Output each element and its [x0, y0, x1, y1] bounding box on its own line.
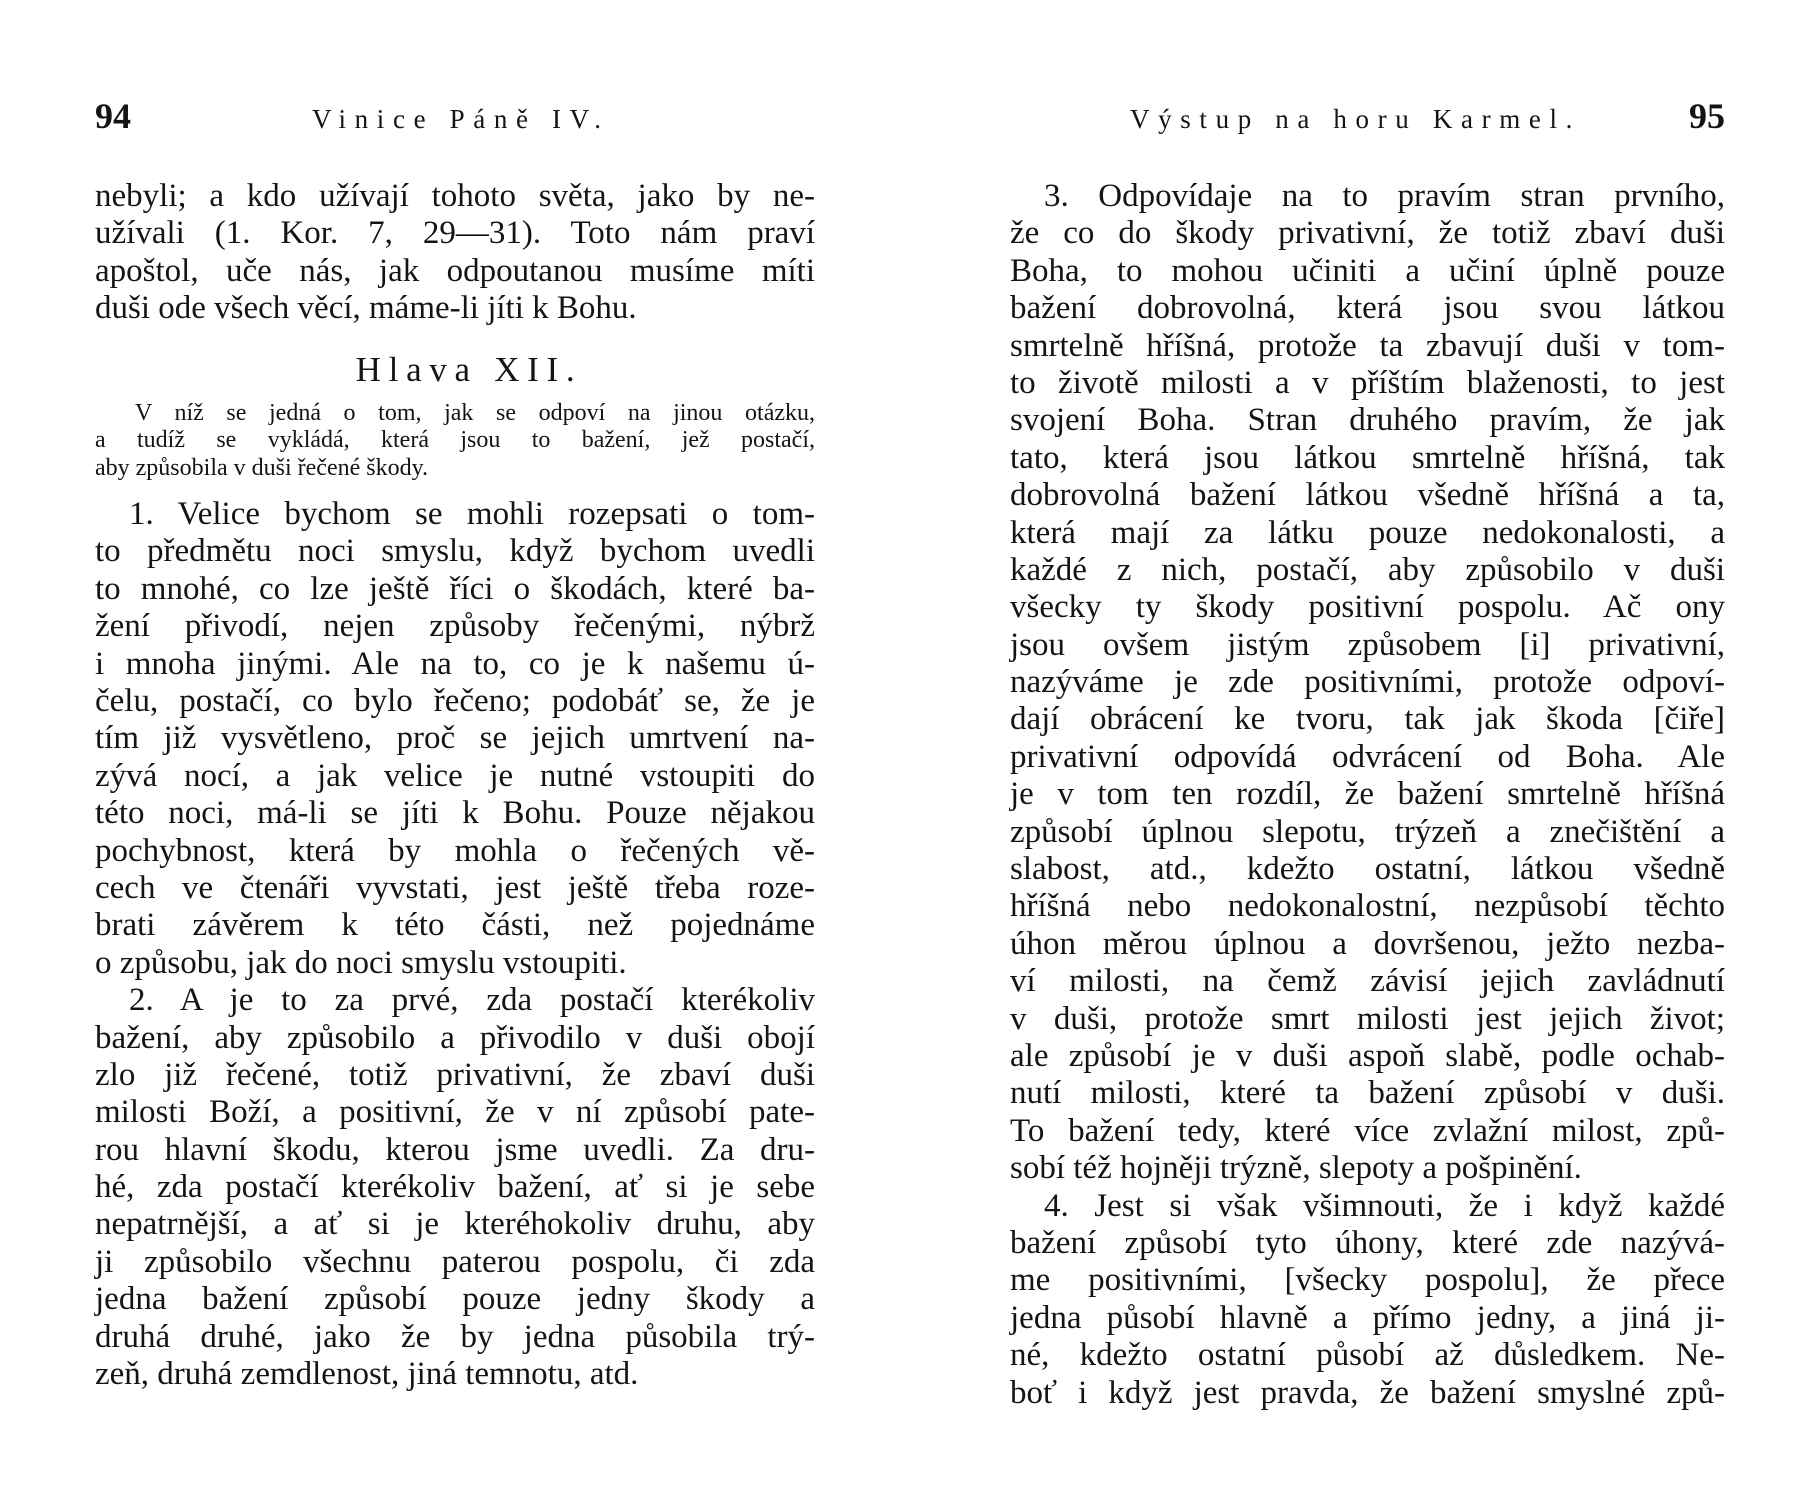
text-line: milosti Boží, a positivní, že v ní způsobí pate- — [95, 1094, 815, 1131]
text-line: sobí též hojněji trýzně, slepoty a pošpinění. — [1010, 1150, 1582, 1187]
text-line: bažení dobrovolná, která jsou svou látkou — [1010, 290, 1725, 327]
text-line: ale způsobí je v duši aspoň slabě, podle ochab- — [1010, 1037, 1725, 1074]
text-line: dobrovolná bažení látkou všedně hříšná a ta, — [1010, 477, 1725, 514]
text-line: bažení způsobí tyto úhony, které zde nazývá- — [1010, 1224, 1725, 1261]
text-line: rou hlavní škodu, kterou jsme uvedli. Za dru- — [95, 1131, 815, 1168]
text-line: užívali (1. Kor. 7, 29—31). Toto nám praví — [95, 215, 815, 252]
text-line: To bažení tedy, které více zvlažní milost, způ- — [1010, 1112, 1725, 1149]
text-line: nazýváme je zde positivními, protože odpoví- — [1010, 664, 1725, 701]
text-line: me positivními, [všecky pospolu], že přece — [1010, 1262, 1725, 1299]
text-line: každé z nich, postačí, aby způsobilo v duši — [1010, 551, 1725, 588]
text-line: nebyli; a kdo užívají tohoto světa, jako by ne- — [95, 178, 815, 214]
text-line: hříšná nebo nedokonalostní, nezpůsobí těchto — [1010, 888, 1725, 925]
text-line: to mnohé, co lze ještě říci o škodách, které ba- — [95, 570, 815, 607]
text-line: bažení, aby způsobilo a přivodilo v duši obojí — [95, 1019, 815, 1056]
text-line: 2. A je to za prvé, zda postačí kterékoliv — [129, 982, 815, 1019]
text-line: o způsobu, jak do noci smyslu vstoupiti. — [95, 944, 627, 981]
text-line: způsobí úplnou slepotu, trýzeň a znečištění a — [1010, 813, 1725, 850]
text-line: boť i když jest pravda, že bažení smyslné způ- — [1010, 1374, 1725, 1411]
text-line: této noci, má-li se jíti k Bohu. Pouze nějakou — [95, 795, 815, 832]
text-line: nutí milosti, které ta bažení způsobí v duši. — [1010, 1075, 1725, 1112]
text-line: tím již vysvětleno, proč se jejich umrtvení na- — [95, 720, 815, 757]
running-head-right — [1010, 96, 1725, 156]
text-line: a tudíž se vykládá, která jsou to bažení, jež postačí, — [95, 427, 815, 454]
page-number: 95 — [1689, 96, 1725, 136]
text-line: ví milosti, na čemž závisí jejich zavládnutí — [1010, 963, 1725, 1000]
opening-paragraph — [95, 178, 815, 328]
paragraph-1 — [95, 496, 815, 982]
text-line: ji způsobilo všechnu paterou pospolu, či zda — [95, 1243, 815, 1280]
text-line: žení přivodí, nejen způsoby řečenými, nýbrž — [95, 608, 815, 645]
text-line: apoštol, uče nás, jak odpoutanou musíme míti — [95, 252, 815, 289]
text-line: která mají za látku pouze nedokonalosti, a — [1010, 514, 1725, 551]
text-line: aby způsobila v duši řečené škody. — [95, 454, 429, 481]
text-line: je v tom ten rozdíl, že bažení smrtelně hříšná — [1010, 776, 1725, 813]
text-line: tato, která jsou látkou smrtelně hříšná, tak — [1010, 439, 1725, 476]
left-page — [95, 0, 815, 1500]
left-page-body — [95, 178, 815, 1393]
chapter-summary — [95, 400, 815, 483]
paragraph-4 — [1010, 1188, 1725, 1412]
text-line: V níž se jedná o tom, jak se odpoví na jinou otázku, — [135, 399, 815, 426]
text-line: zeň, druhá zemdlenost, jiná temnotu, atd. — [95, 1356, 639, 1393]
text-line: slabost, atd., kdežto ostatní, látkou všedně — [1010, 851, 1725, 888]
text-line: 1. Velice bychom se mohli rozepsati o tom- — [129, 496, 815, 533]
text-line: né, kdežto ostatní působí až důsledkem. Ne- — [1010, 1337, 1725, 1374]
text-line: svojení Boha. Stran druhého pravím, že jak — [1010, 402, 1725, 439]
running-head-title: Vinice Páně IV. — [312, 104, 610, 134]
text-line: to předmětu noci smyslu, když bychom uvedli — [95, 533, 815, 570]
right-page — [1010, 0, 1725, 1500]
text-line: cech ve čtenáři vyvstati, jest ještě třeba roze- — [95, 869, 815, 906]
page-number: 94 — [95, 96, 131, 136]
text-line: 3. Odpovídaje na to pravím stran prvního, — [1044, 178, 1725, 214]
text-line: nepatrnější, a ať si je kteréhokoliv druhu, aby — [95, 1206, 815, 1243]
text-line: zlo již řečené, totiž privativní, že zbaví duši — [95, 1056, 815, 1093]
text-line: to životě milosti a v příštím blaženosti, to jest — [1010, 364, 1725, 401]
text-line: čelu, postačí, co bylo řečeno; podobáť se, že je — [95, 683, 815, 720]
text-line: i mnoha jinými. Ale na to, co je k našemu ú- — [95, 645, 815, 682]
text-line: v duši, protože smrt milosti jest jejich život; — [1010, 1000, 1725, 1037]
running-head-title: Výstup na horu Karmel. — [1130, 104, 1582, 134]
text-line: brati závěrem k této části, než pojednáme — [95, 907, 815, 944]
text-line: Boha, to mohou učiniti a učiní úplně pouze — [1010, 252, 1725, 289]
text-line: jedna bažení způsobí pouze jedny škody a — [95, 1281, 815, 1318]
text-line: že co do škody privativní, že totiž zbaví duši — [1010, 215, 1725, 252]
text-line: úhon měrou úplnou a dovršenou, ježto nezba- — [1010, 925, 1725, 962]
text-line: hé, zda postačí kterékoliv bažení, ať si je sebe — [95, 1169, 815, 1206]
text-line: jsou ovšem jistým způsobem [i] privativní, — [1010, 626, 1725, 663]
right-page-body — [1010, 178, 1725, 1412]
text-line: dají obrácení ke tvoru, tak jak škoda [čiře] — [1010, 701, 1725, 738]
text-line: pochybnost, která by mohla o řečených vě- — [95, 832, 815, 869]
text-line: duši ode všech věcí, máme-li jíti k Bohu. — [95, 290, 637, 327]
text-line: jedna působí hlavně a přímo jedny, a jiná ji- — [1010, 1299, 1725, 1336]
chapter-heading: Hlava XII. — [355, 349, 583, 389]
text-line: zývá nocí, a jak velice je nutné vstoupiti do — [95, 757, 815, 794]
text-line: všecky ty škody positivní pospolu. Ač ony — [1010, 589, 1725, 626]
text-line: 4. Jest si však všimnouti, že i když každé — [1044, 1187, 1725, 1224]
paragraph-3 — [1010, 178, 1725, 1188]
running-head-left — [95, 96, 815, 156]
text-line: druhá druhé, jako že by jedna působila trý- — [95, 1318, 815, 1355]
text-line: smrtelně hříšná, protože ta zbavují duši v tom- — [1010, 327, 1725, 364]
text-line: privativní odpovídá odvrácení od Boha. Ale — [1010, 738, 1725, 775]
paragraph-2 — [95, 982, 815, 1393]
